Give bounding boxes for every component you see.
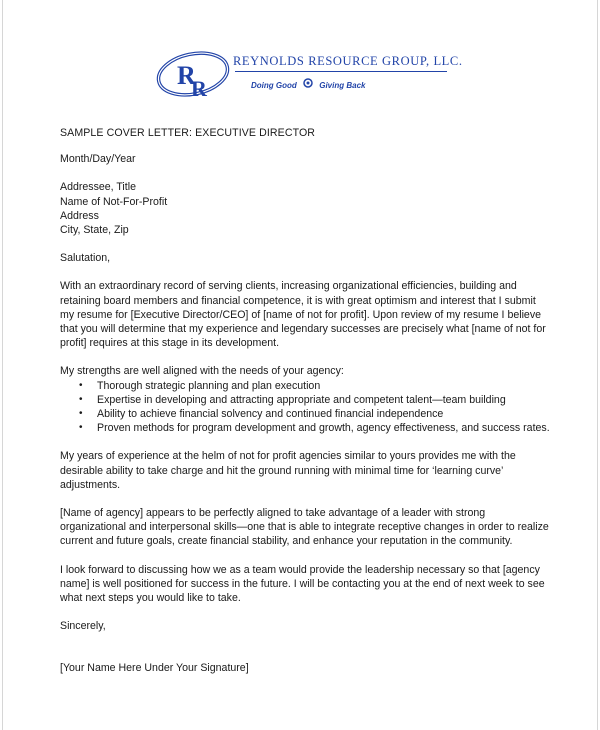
bullet-icon: • xyxy=(79,393,83,405)
bullet-icon: • xyxy=(79,408,83,420)
address-line: City, State, Zip xyxy=(60,224,129,237)
address-line: Addressee, Title xyxy=(60,181,136,194)
paragraph-experience: My years of experience at the helm of not for profit agencies similar to yours provides me with the desirable ability to take charge and hit the ground running with minimal time for ‘learning curve’ adjustments. xyxy=(60,450,516,491)
strengths-intro: My strengths are well aligned with the needs of your agency: xyxy=(60,365,344,378)
company-tagline xyxy=(251,78,365,90)
bullet-icon: • xyxy=(79,379,83,391)
list-item: • Expertise in developing and attracting appropriate and competent talent—team building xyxy=(79,393,506,406)
signature-line: [Your Name Here Under Your Signature] xyxy=(60,662,249,675)
company-logo xyxy=(155,44,463,110)
salutation: Salutation, xyxy=(60,252,111,265)
svg-text:R: R xyxy=(191,76,207,101)
list-item: • Ability to achieve financial solvency and continued financial independence xyxy=(79,408,444,421)
cover-letter xyxy=(60,126,550,676)
svg-text:R: R xyxy=(177,61,196,90)
address-line: Name of Not-For-Profit xyxy=(60,195,168,208)
letter-title: SAMPLE COVER LETTER: EXECUTIVE DIRECTOR xyxy=(60,127,316,139)
list-item: • Thorough strategic planning and plan execution xyxy=(79,379,321,392)
paragraph-closing: I look forward to discussing how we as a team would provide the leadership necessary so that [agency name] is well positioned for success in the future. I will be contacting you at the end of next week to see what next steps you would like to take. xyxy=(60,563,545,605)
rr-monogram-icon xyxy=(155,44,245,110)
list-item: • Proven methods for program development and growth, agency effectiveness, and success rates. xyxy=(79,422,550,435)
tagline-left: Doing Good xyxy=(251,81,297,90)
strengths-list xyxy=(60,379,550,436)
paragraph-alignment: [Name of agency] appears to be perfectly aligned to take advantage of a leader with strong organizational and interpersonal skills—one that is able to integrate receptive changes in order to realize current and future goals, create financial stability, and enhance your reputation in the community. xyxy=(60,507,549,548)
closing: Sincerely, xyxy=(60,620,106,633)
swirl-icon xyxy=(303,78,313,90)
company-name: REYNOLDS RESOURCE GROUP, LLC. xyxy=(233,54,463,68)
tagline-right: Giving Back xyxy=(319,81,366,90)
logo-divider xyxy=(235,71,447,72)
recipient-address xyxy=(60,180,550,237)
document-page xyxy=(2,0,598,730)
address-line: Address xyxy=(60,209,99,222)
paragraph-intro: With an extraordinary record of serving clients, increasing organizational efficiencies, building and retaining board members and financial competence, it is with great optimism and interest that I submit my resume for [Executive Director/CEO] of [name of not for profit]. Upon review of my resume I believe that you will determine that my experience and legendary successes are precisely what [name of not for profit] requires at this stage in its development. xyxy=(60,280,546,350)
bullet-icon: • xyxy=(79,422,83,434)
letter-date: Month/Day/Year xyxy=(60,153,136,166)
